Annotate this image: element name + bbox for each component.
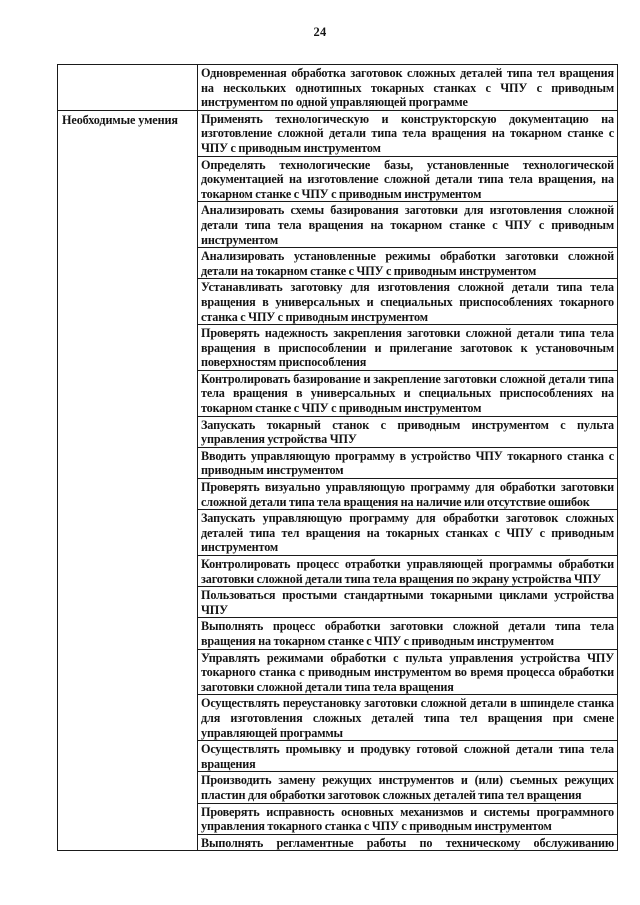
list-item: Управлять режимами обработки с пульта управления устройства ЧПУ токарного станка с приводным инструментом во время процесса обработки заготовки сложной детали типа тела вращения xyxy=(198,649,617,695)
row-content xyxy=(198,110,618,850)
competency-table xyxy=(57,64,618,851)
list-item: Осуществлять переустановку заготовки сложной детали в шпинделе станка для изготовления сложных деталей типа тел вращения при смене управляющей программы xyxy=(198,694,617,740)
row-content xyxy=(198,65,618,111)
list-item: Вводить управляющую программу в устройство ЧПУ токарного станка с приводным инструментом xyxy=(198,447,617,478)
list-item: Контролировать базирование и закрепление заготовки сложной детали типа тела вращения в универсальных и специальных приспособлениях на токарном станке с ЧПУ с приводным инструментом xyxy=(198,370,617,416)
list-item: Проверять исправность основных механизмов и системы программного управления токарного станка с ЧПУ с приводным инструментом xyxy=(198,803,617,834)
list-item: Устанавливать заготовку для изготовления сложной детали типа тела вращения в универсальных и специальных приспособлениях токарного станка с ЧПУ с приводным инструментом xyxy=(198,278,617,324)
list-item: Осуществлять промывку и продувку готовой сложной детали типа тела вращения xyxy=(198,740,617,771)
list-item: Выполнять процесс обработки заготовки сложной детали типа тела вращения на токарном станке с ЧПУ с приводным инструментом xyxy=(198,617,617,648)
list-item: Запускать токарный станок с приводным инструментом с пульта управления устройства ЧПУ xyxy=(198,416,617,447)
list-item: Анализировать схемы базирования заготовки для изготовления сложной детали типа тела вращения на токарном станке с ЧПУ с приводным инструментом xyxy=(198,201,617,247)
list-item: Анализировать установленные режимы обработки заготовки сложной детали на токарном станке с ЧПУ с приводным инструментом xyxy=(198,247,617,278)
row-label-required-skills: Необходимые умения xyxy=(58,110,198,850)
page-number: 24 xyxy=(313,25,327,39)
list-item: Запускать управляющую программу для обработки заготовок сложных деталей типа тел вращения на токарных станках с ЧПУ с приводным инструментом xyxy=(198,509,617,555)
list-item: Проверять визуально управляющую программу для обработки заготовки сложной детали типа тела вращения на наличие или отсутствие ошибок xyxy=(198,478,617,509)
table-row-continuation xyxy=(58,65,618,111)
list-item: Контролировать процесс отработки управляющей программы обработки заготовки сложной детали типа тела вращения по экрану устройства ЧПУ xyxy=(198,555,617,586)
list-item: Применять технологическую и конструкторскую документацию на изготовление сложной детали типа тела вращения на токарном станке с ЧПУ с приводным инструментом xyxy=(201,111,614,155)
list-item: Выполнять регламентные работы по техническому обслуживанию xyxy=(198,834,617,850)
list-item: Производить замену режущих инструментов и (или) съемных режущих пластин для обработки заготовок сложных деталей типа тел вращения xyxy=(198,771,617,802)
list-item: Проверять надежность закрепления заготовки сложной детали типа тела вращения в приспособлении и прилегание заготовок к установочным поверхностям приспособления xyxy=(198,324,617,370)
list-item: Пользоваться простыми стандартными токарными циклами устройства ЧПУ xyxy=(198,586,617,617)
list-item: Определять технологические базы, установленные технологической документацией на изготовление сложной детали типа тела вращения, на токарном станке с ЧПУ с приводным инструментом xyxy=(198,156,617,202)
table-row-skills xyxy=(58,110,618,850)
row-label xyxy=(58,65,198,111)
list-item: Одновременная обработка заготовок сложных деталей типа тел вращения на нескольких однотипных токарных станках с ЧПУ с приводным инструментом по одной управляющей программе xyxy=(201,66,614,110)
